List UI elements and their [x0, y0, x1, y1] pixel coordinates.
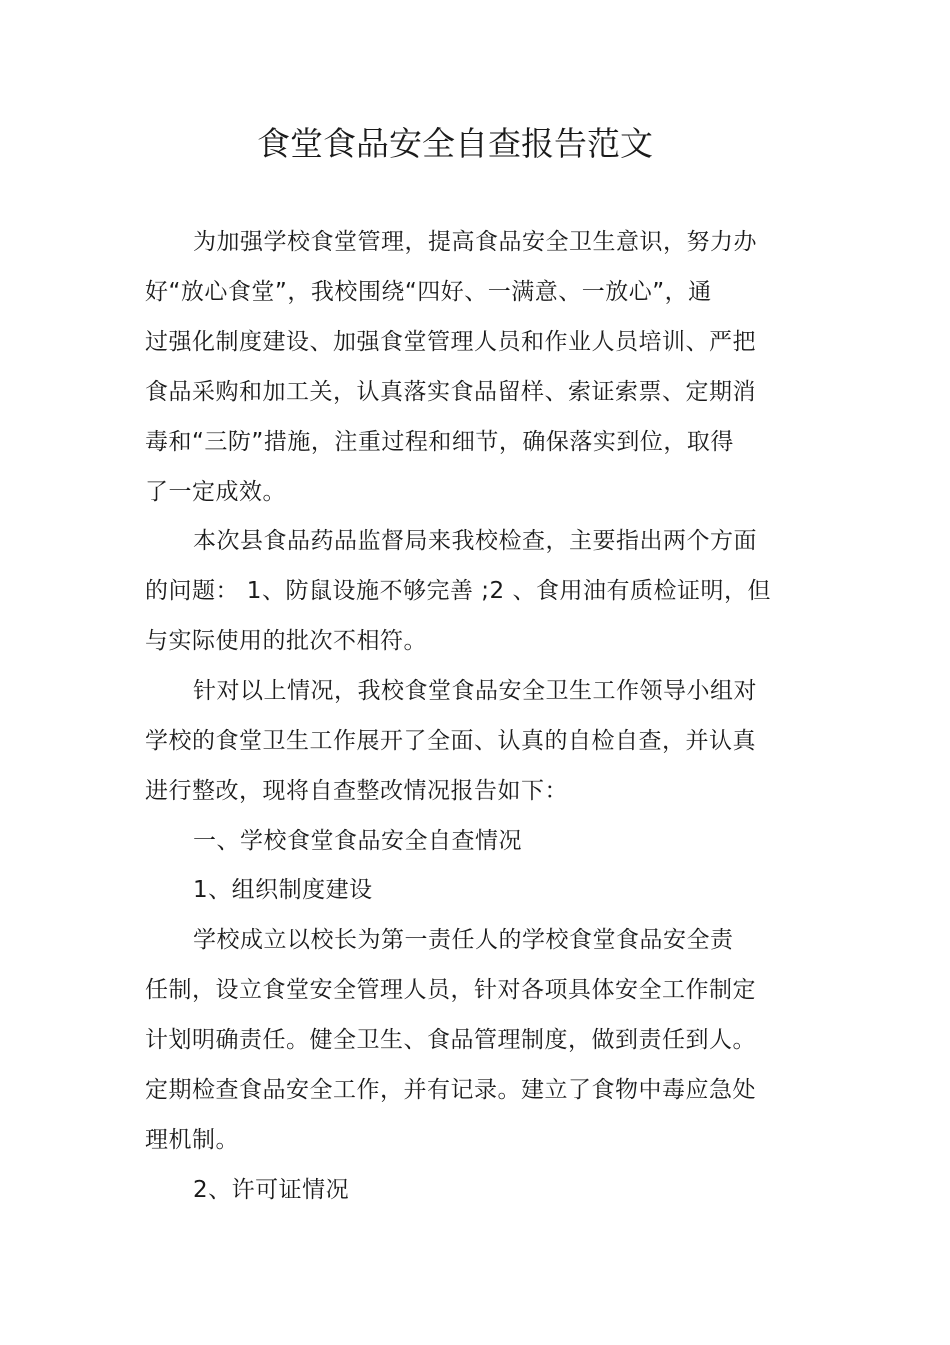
paragraph-line: 针对以上情况，我校食堂食品安全卫生工作领导小组对	[193, 678, 757, 704]
section-heading: 一、学校食堂食品安全自查情况	[193, 828, 522, 854]
paragraph-line: 理机制。	[145, 1127, 239, 1153]
paragraph-line: 了一定成效。	[145, 479, 286, 505]
paragraph-line: 计划明确责任。健全卫生、食品管理制度，做到责任到人。	[145, 1027, 756, 1053]
paragraph-line: 毒和“三防”措施，注重过程和细节，确保落实到位，取得	[145, 429, 734, 455]
document-title: 食堂食品安全自查报告范文	[257, 124, 653, 163]
subsection-heading: 1、组织制度建设	[193, 877, 373, 903]
paragraph-line: 定期检查食品安全工作，并有记录。建立了食物中毒应急处	[145, 1077, 756, 1103]
paragraph-line: 进行整改，现将自查整改情况报告如下：	[145, 778, 568, 804]
subsection-heading: 2、许可证情况	[193, 1177, 350, 1203]
paragraph-line: 过强化制度建设、加强食堂管理人员和作业人员培训、严把	[145, 329, 756, 355]
paragraph-line: 本次县食品药品监督局来我校检查，主要指出两个方面	[193, 528, 757, 554]
paragraph-line: 学校成立以校长为第一责任人的学校食堂食品安全责	[193, 927, 734, 953]
paragraph-line: 任制，设立食堂安全管理人员，针对各项具体安全工作制定	[145, 977, 756, 1003]
paragraph-line: 与实际使用的批次不相符。	[145, 628, 427, 654]
paragraph-line: 好“放心食堂”，我校围绕“四好、一满意、一放心”，通	[145, 279, 712, 305]
paragraph-line: 为加强学校食堂管理，提高食品安全卫生意识，努力办	[193, 229, 757, 255]
paragraph-line: 的问题： 1、防鼠设施不够完善 ;2 、食用油有质检证明，但	[145, 578, 771, 604]
paragraph-line: 学校的食堂卫生工作展开了全面、认真的自检自查，并认真	[145, 728, 756, 754]
paragraph-line: 食品采购和加工关，认真落实食品留样、索证索票、定期消	[145, 379, 756, 405]
